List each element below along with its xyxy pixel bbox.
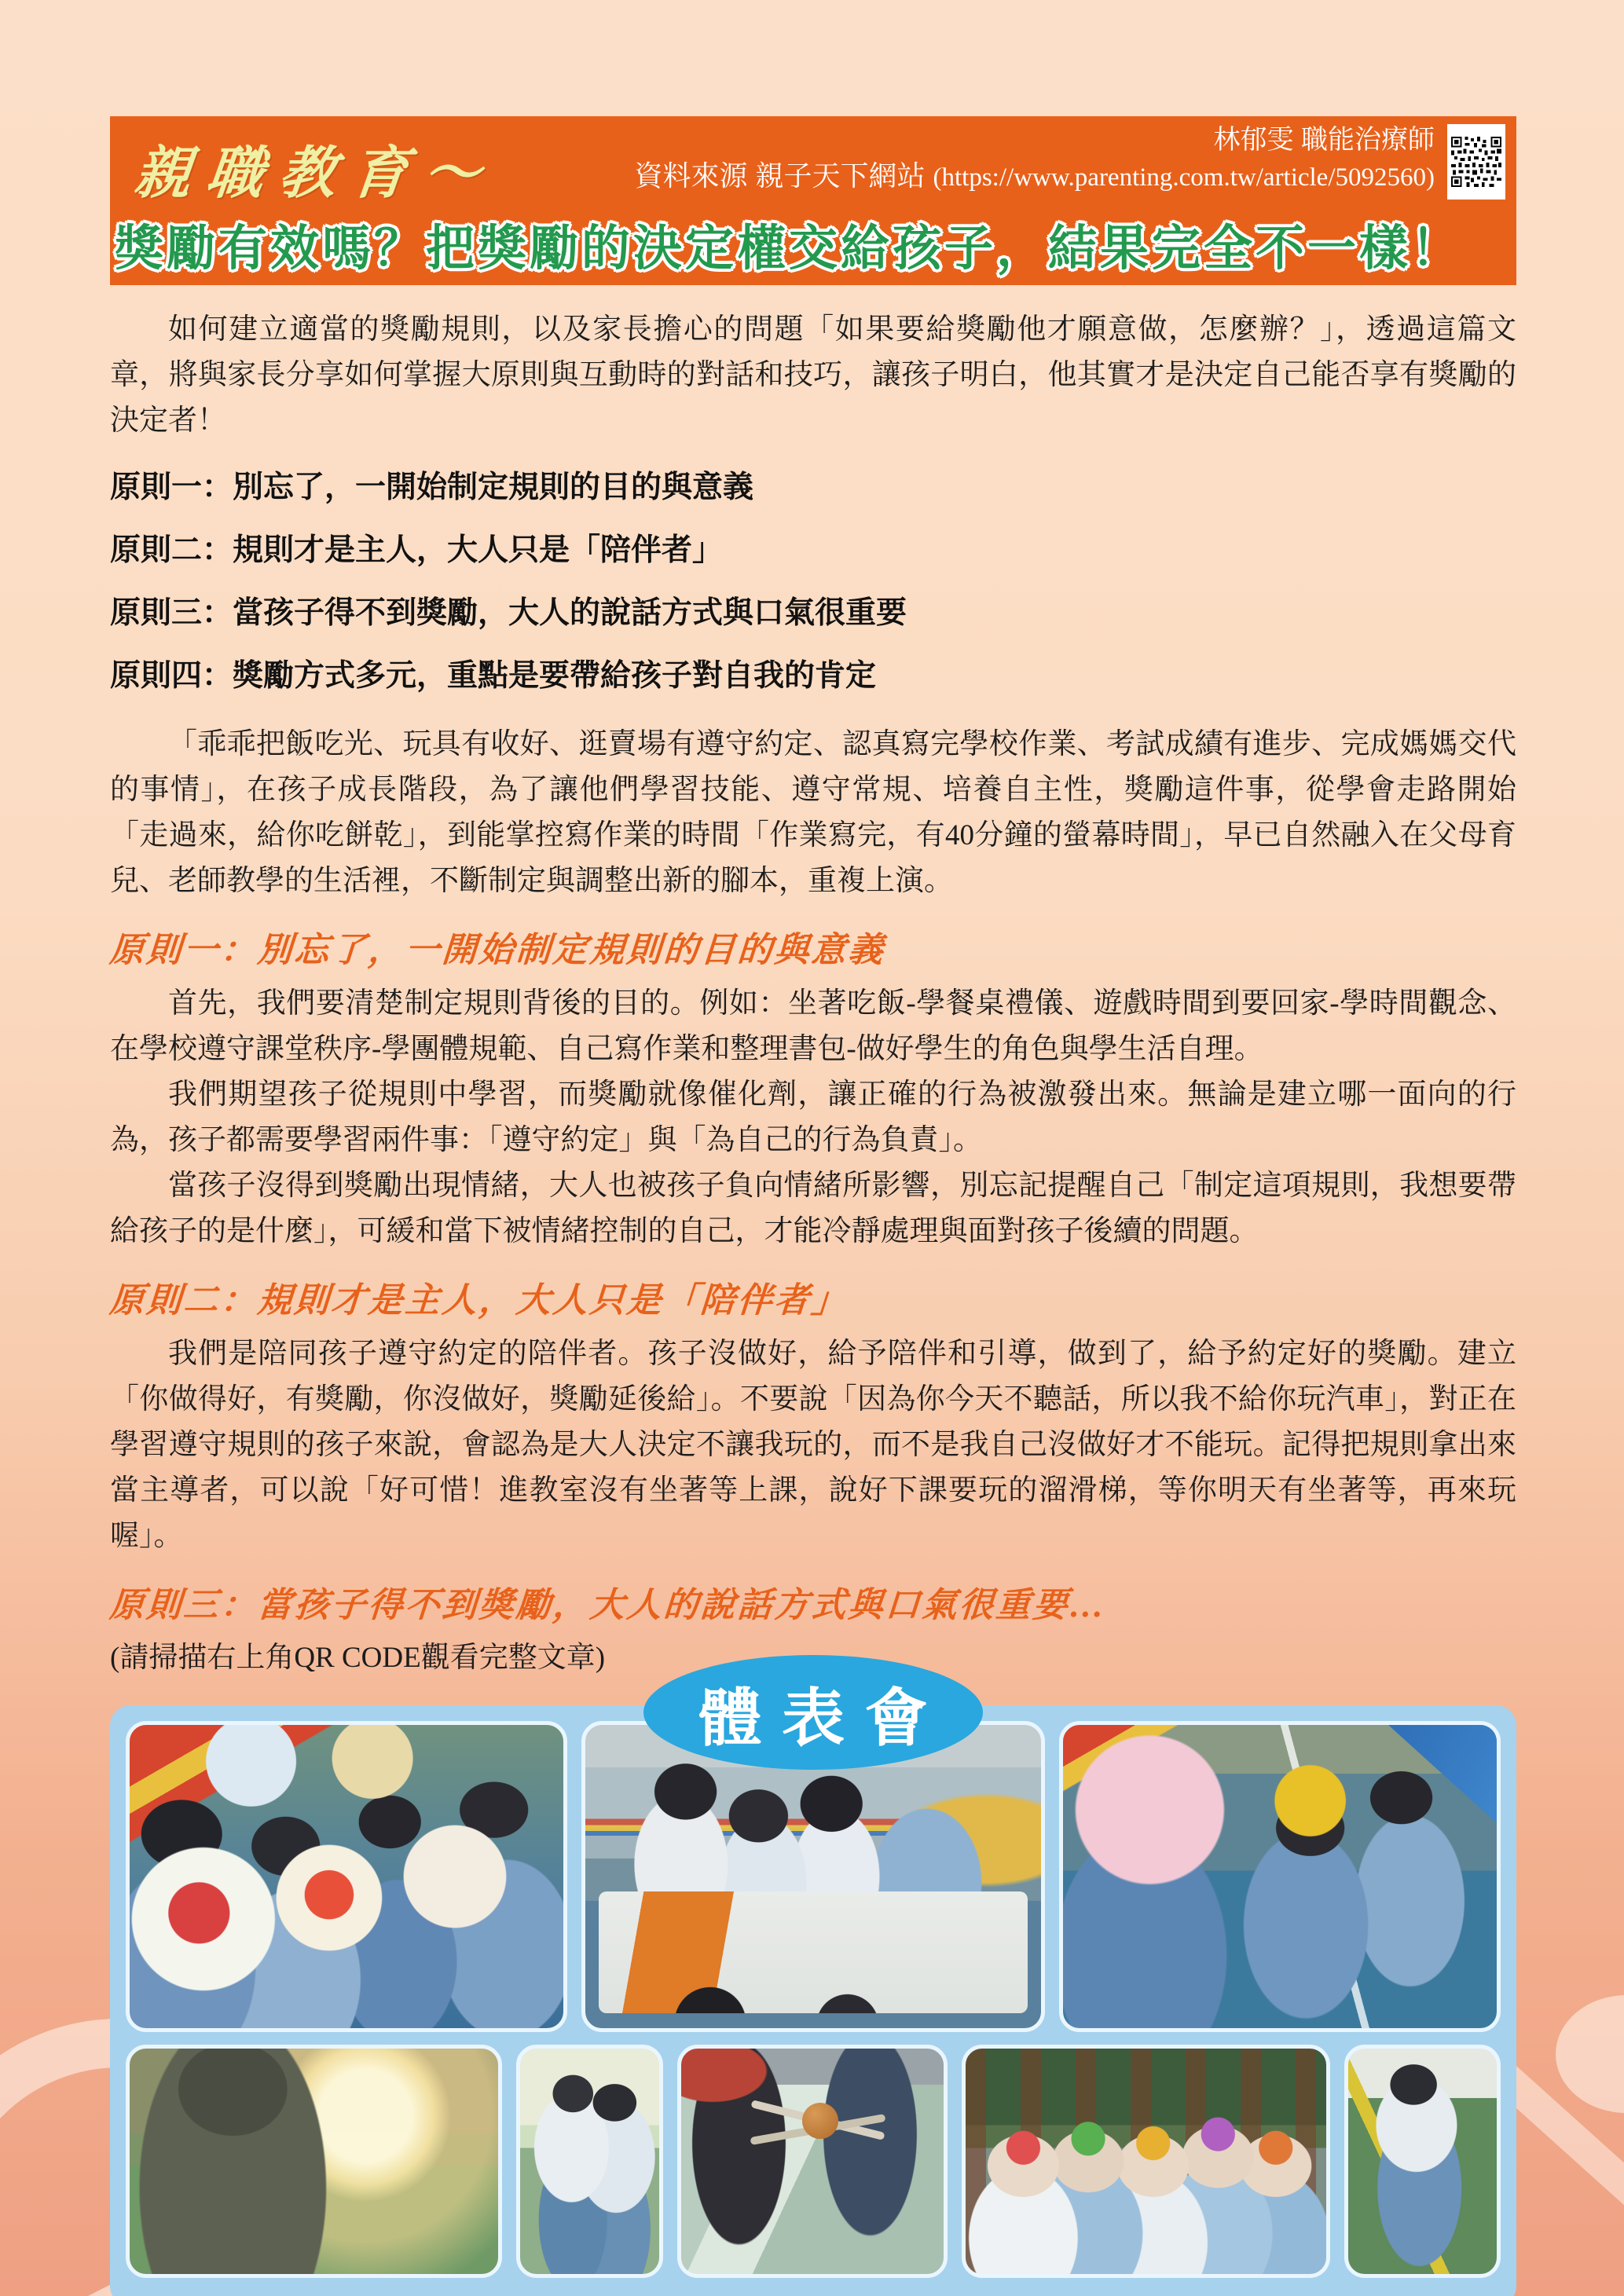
cardboard-train-shape (599, 1891, 1027, 2012)
blue-flag-shape (1379, 1725, 1497, 1823)
photo-masked-kids-group-seated (962, 2045, 1330, 2278)
header-banner (110, 116, 1516, 285)
lead-paragraph: 「乖乖把飯吃光、玩具有收好、逛賣場有遵守約定、認真寫完學校作業、考試成績有進步、完成媽媽交代的事情」，在孩子成長階段，為了讓他們學習技能、遵守常規、培養自主性，獎勵這件事，從學會走路開始「走過來，給你吃餅乾」，到能掌控寫作業的時間「作業寫完，有40分鐘的螢幕時間」，早已自然融入在父母育兒、老師教學的生活裡，不斷制定與調整出新的腳本，重複上演。 (110, 728, 1516, 897)
content-column (110, 116, 1516, 2296)
section1-paragraph-3: 當孩子沒得到獎勵出現情緒，大人也被孩子負向情緒所影響，別忘記提醒自己「制定這項規則，我想要帶給孩子的是什麼」，可緩和當下被情緒控制的自己，才能冷靜處理與面對孩子後續的問題。 (110, 1170, 1516, 1247)
photo-kids-squatting-relay (1344, 2045, 1501, 2278)
section2-paragraph-1: 我們是陪同孩子遵守約定的陪伴者。孩子沒做好，給予陪伴和引導，做到了，給予約定好的獎勵。建立「你做得好，有獎勵，你沒做好，獎勵延後給」。不要說「因為你今天不聽話，所以我不給你玩汽車」，對正在學習遵守規則的孩子來說，會認為是大人決定不讓我玩的，而不是我自己沒做好才不能玩。記得把規則拿出來當主導者，可以說「好可惜！進教室沒有坐著等上課，說好下課要玩的溜滑梯，等你明天有坐著等，再來玩喔」。 (110, 1338, 1516, 1552)
photo-stick-and-ball-game (677, 2045, 948, 2278)
intro-paragraph: 如何建立適當的獎勵規則，以及家長擔心的問題「如果要給獎勵他才願意做，怎麼辦？」，透過這篇文章，將與家長分享如何掌握大原則與互動時的對話和技巧，讓孩子明白，他其實才是決定自己能否享有獎勵的決定者！ (110, 313, 1516, 437)
photo-pink-helmet-and-hard-hat-kids (1059, 1721, 1501, 2032)
main-headline: 獎勵有效嗎？把獎勵的決定權交給孩子，結果完全不一樣！ (115, 222, 1464, 276)
section1-paragraph-2: 我們期望孩子從規則中學習，而獎勵就像催化劑，讓正確的行為被激發出來。無論是建立哪一面向的行為，孩子都需要學習兩件事：「遵守約定」與「為自己的行為負責」。 (110, 1078, 1516, 1156)
principle-item-3: 原則三：當孩子得不到獎勵，大人的說話方式與口氣很重要 (110, 596, 907, 630)
principle-item-1: 原則一：別忘了，一開始制定規則的目的與意義 (110, 471, 754, 504)
gallery-title-oval: 體表會 (643, 1655, 983, 1770)
qr-scan-note: (請掃描右上角QR CODE觀看完整文章) (110, 1642, 606, 1674)
section-heading-2: 原則二：規則才是主人，大人只是「陪伴者」 (108, 1281, 850, 1320)
principles-list (110, 456, 1516, 708)
header-meta (635, 123, 1435, 196)
game-ball-shape (802, 2103, 838, 2139)
source-url: (https://www.parenting.com.tw/article/5092560) (933, 163, 1435, 192)
principle-item-4: 原則四：獎勵方式多元，重點是要帶給孩子對自我的肯定 (110, 659, 877, 693)
photo-kids-walking-in-pairs (516, 2045, 663, 2278)
photo-kids-holding-painted-fans (126, 1721, 567, 2032)
gallery-row-2 (126, 2045, 1501, 2278)
qr-code (1447, 124, 1505, 200)
brand-title: 親職教育～ (131, 142, 500, 205)
photo-gym-sun-flare-walk (126, 2045, 502, 2278)
section-heading-1: 原則一：別忘了，一開始制定規則的目的與意義 (108, 931, 887, 969)
court-blob-decoration (1556, 1995, 1624, 2113)
section1-paragraph-1: 首先，我們要清楚制定規則背後的目的。例如：坐著吃飯-學餐桌禮儀、遊戲時間到要回家-學時間觀念、在學校遵守課堂秩序-學團體規範、自己寫作業和整理書包-做好學生的角色與學生活自理。 (110, 987, 1516, 1065)
photo-gallery-panel (110, 1683, 1516, 2296)
section-heading-3: 原則三：當孩子得不到獎勵，大人的說話方式與口氣很重要… (108, 1586, 1109, 1624)
source-credit (635, 157, 1435, 196)
source-label: 資料來源 親子天下網站 (634, 159, 933, 192)
author-credit: 林郁雯 職能治療師 (1213, 125, 1435, 155)
principle-item-2: 原則二：規則才是主人，大人只是「陪伴者」 (110, 533, 724, 567)
